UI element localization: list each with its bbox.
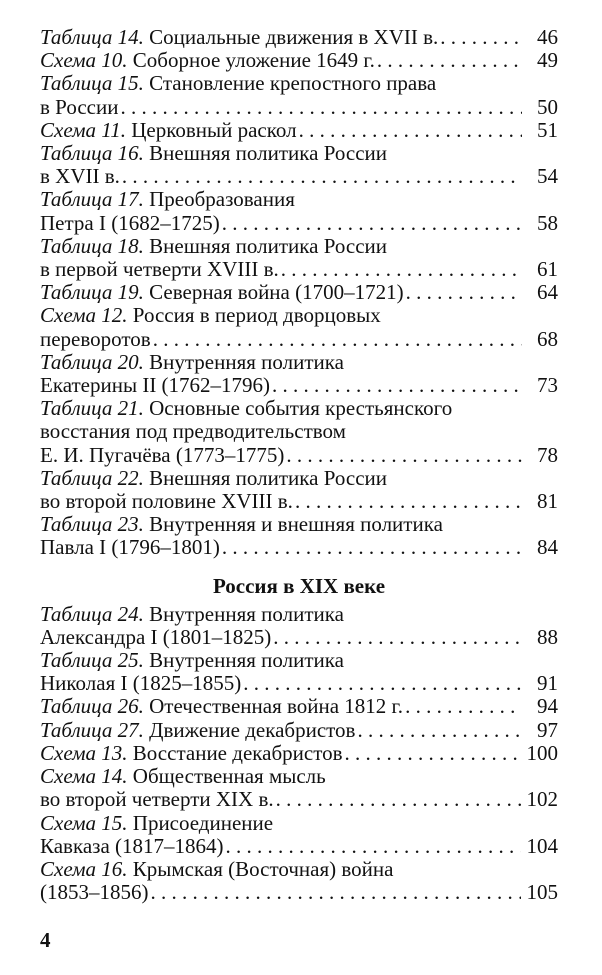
- toc-entry-label: Схема 16.: [40, 856, 128, 881]
- dot-leader: [286, 444, 522, 467]
- toc-entry-label: Схема 15.: [40, 810, 128, 835]
- toc-entry-label: Таблица 23.: [40, 512, 144, 537]
- toc-entry-title: восстания под предводительством: [40, 419, 346, 444]
- toc-entry-label: Таблица 26.: [40, 694, 144, 719]
- toc-entry[interactable]: [40, 119, 558, 142]
- toc-entry-title: Внешняя политика России: [143, 141, 388, 166]
- toc-page-number: 97: [537, 717, 558, 742]
- toc-entry-label: Таблица 25.: [40, 648, 144, 673]
- dot-leader: [243, 672, 522, 695]
- toc-entry-line: [40, 649, 558, 672]
- toc-entry-text: [40, 835, 224, 858]
- toc-entry-text: [40, 235, 387, 258]
- toc-entry-text: [40, 444, 284, 467]
- toc-entry-title: Отечественная война 1812 г.: [143, 694, 404, 719]
- toc-entry-line: [40, 165, 558, 188]
- dot-leader: [276, 788, 521, 811]
- toc-entry-title: Церковный раскол: [125, 117, 297, 142]
- toc-entry-line: [40, 513, 558, 536]
- toc-entry-text: [40, 513, 443, 536]
- toc-entry-title: (1853–1856): [40, 880, 149, 905]
- page-number: 4: [40, 928, 51, 952]
- toc-entry-line: [40, 467, 558, 490]
- toc-entry-text: [40, 26, 438, 49]
- toc-entry-text: [40, 374, 270, 397]
- toc-entry[interactable]: [40, 858, 558, 904]
- dot-leader: [120, 96, 522, 119]
- toc-entry-line: [40, 258, 558, 281]
- toc-entry-title: Внутренняя и внешняя политика: [143, 512, 443, 537]
- toc-entry-line: [40, 444, 558, 467]
- toc-entry[interactable]: [40, 142, 558, 188]
- toc-entry-title: Е. И. Пугачёва (1773–1775): [40, 442, 285, 467]
- toc-entry-text: [40, 672, 241, 695]
- toc-page-number: 50: [537, 94, 558, 119]
- toc-entry-line: [40, 765, 558, 788]
- toc-entry-line: [40, 788, 558, 811]
- toc-entry-title: Екатерины II (1762–1796): [40, 373, 271, 398]
- toc-entry-line: [40, 26, 558, 49]
- toc-entry-line: [40, 603, 558, 626]
- toc-page-number: 54: [537, 164, 558, 189]
- toc-entry[interactable]: [40, 695, 558, 718]
- toc-entry-text: [40, 742, 343, 765]
- toc-page-number: 94: [537, 694, 558, 719]
- toc-entry-label: Таблица 14.: [40, 25, 144, 49]
- toc-entry[interactable]: [40, 397, 558, 467]
- toc-entry-title: Александра I (1801–1825): [40, 624, 272, 649]
- dot-leader: [122, 165, 522, 188]
- toc-entry-label: Таблица 21.: [40, 396, 144, 421]
- toc-entry-line: [40, 188, 558, 211]
- toc-page-number: 84: [537, 535, 558, 560]
- toc-entry-title: Внешняя политика России: [143, 233, 388, 258]
- toc-entry-label: Таблица 16.: [40, 141, 144, 166]
- dot-leader: [153, 328, 522, 351]
- toc-entry[interactable]: [40, 513, 558, 559]
- toc-entry-title: Внутренняя политика: [143, 349, 344, 374]
- toc-entry-label: Таблица 15.: [40, 71, 144, 96]
- toc-entry[interactable]: [40, 742, 558, 765]
- toc-entry-line: [40, 719, 558, 742]
- toc-entry[interactable]: [40, 49, 558, 72]
- toc-entry[interactable]: [40, 765, 558, 811]
- toc-entry-line: [40, 536, 558, 559]
- toc-entry-title: Общественная мысль: [127, 764, 326, 789]
- toc-entry[interactable]: [40, 304, 558, 350]
- toc-entry-label: Схема 10.: [40, 48, 128, 73]
- toc-entry-label: Таблица 18.: [40, 233, 144, 258]
- toc-section-18th-century: [40, 26, 558, 560]
- toc-entry-label: Таблица 17.: [40, 187, 144, 212]
- toc-entry-line: [40, 626, 558, 649]
- toc-page-number: 100: [526, 740, 558, 765]
- toc-page-number: 61: [537, 257, 558, 282]
- toc-entry-title: Присоединение: [127, 810, 274, 835]
- toc-entry-title: Движение декабристов: [143, 717, 356, 742]
- toc-entry-line: [40, 49, 558, 72]
- toc-entry-label: Таблица 19.: [40, 280, 144, 305]
- toc-entry-title: Внутренняя политика: [143, 648, 344, 673]
- toc-entry[interactable]: [40, 235, 558, 281]
- toc-section-19th-century: [40, 603, 558, 905]
- toc-entry-title: во второй половине XVIII в.: [40, 489, 293, 514]
- toc-entry-line: [40, 96, 558, 119]
- toc-entry-title: Внешняя политика России: [143, 465, 388, 490]
- toc-entry-label: Схема 13.: [40, 740, 128, 765]
- dot-leader: [222, 536, 522, 559]
- toc-entry-text: [40, 165, 120, 188]
- toc-entry-text: [40, 142, 387, 165]
- toc-entry-text: [40, 351, 344, 374]
- toc-page-number: 51: [537, 117, 558, 142]
- dot-leader: [151, 881, 521, 904]
- toc-entry-text: [40, 881, 149, 904]
- toc-entry-text: [40, 420, 346, 443]
- toc-page-number: 104: [526, 833, 558, 858]
- dot-leader: [299, 119, 522, 142]
- dot-leader: [357, 719, 522, 742]
- toc-entry-title: Петра I (1682–1725): [40, 210, 220, 235]
- toc-entry-label: Схема 11.: [40, 117, 126, 142]
- toc-page-number: 78: [537, 442, 558, 467]
- toc-page-number: 58: [537, 210, 558, 235]
- toc-entry-title: Соборное уложение 1649 г.: [127, 48, 375, 73]
- toc-entry-text: [40, 719, 355, 742]
- toc-page-number: 68: [537, 326, 558, 351]
- toc-entry[interactable]: [40, 812, 558, 858]
- section-heading: Россия в XIX веке: [212, 573, 386, 598]
- toc-entry-title: Кавказа (1817–1864): [40, 833, 224, 858]
- toc-entry-line: [40, 812, 558, 835]
- toc-entry-text: [40, 765, 326, 788]
- toc-entry-text: [40, 490, 293, 513]
- dot-leader: [272, 374, 522, 397]
- dot-leader: [222, 212, 522, 235]
- toc-entry[interactable]: [40, 188, 558, 234]
- dot-leader: [440, 26, 522, 49]
- toc-entry-line: [40, 142, 558, 165]
- dot-leader: [273, 626, 522, 649]
- dot-leader: [406, 281, 522, 304]
- toc-page-number: 102: [526, 787, 558, 812]
- toc-page-number: 105: [526, 880, 558, 905]
- toc-entry-text: [40, 72, 436, 95]
- toc-entry-line: [40, 374, 558, 397]
- toc-entry-text: [40, 96, 118, 119]
- toc-entry-line: [40, 351, 558, 374]
- toc-page-number: 81: [537, 489, 558, 514]
- toc-entry-text: [40, 304, 381, 327]
- toc-page-number: 64: [537, 280, 558, 305]
- toc-entry-title: Восстание декабристов: [127, 740, 343, 765]
- dot-leader: [345, 742, 521, 765]
- toc-entry-title: в первой четверти XVIII в.: [40, 257, 279, 282]
- dot-leader: [377, 49, 522, 72]
- toc-entry-text: [40, 788, 274, 811]
- toc-entry-title: Внутренняя политика: [143, 601, 344, 626]
- toc-entry-text: [40, 212, 220, 235]
- toc-entry-title: Социальные движения в XVII в.: [143, 25, 439, 49]
- toc-entry[interactable]: [40, 649, 558, 695]
- toc-entry-line: [40, 881, 558, 904]
- toc-entry-text: [40, 188, 295, 211]
- toc-page-number: 73: [537, 373, 558, 398]
- toc-page-number: 91: [537, 671, 558, 696]
- toc-page-number: 88: [537, 624, 558, 649]
- toc-entry-label: Таблица 24.: [40, 601, 144, 626]
- toc-entry-text: [40, 626, 271, 649]
- toc-entry-line: [40, 119, 558, 142]
- toc-entry-text: [40, 258, 279, 281]
- toc-entry-text: [40, 649, 344, 672]
- toc-entry-text: [40, 467, 387, 490]
- toc-entry[interactable]: [40, 603, 558, 649]
- toc-entry-label: Таблица 20.: [40, 349, 144, 374]
- dot-leader: [281, 258, 522, 281]
- toc-entry-line: [40, 672, 558, 695]
- dot-leader: [226, 835, 521, 858]
- dot-leader: [405, 695, 522, 718]
- toc-entry-title: в XVII в.: [40, 164, 120, 189]
- toc-entry-text: [40, 812, 273, 835]
- toc-entry[interactable]: [40, 281, 558, 304]
- toc-entry-title: Становление крепостного права: [143, 71, 437, 96]
- toc-page-number: 46: [537, 25, 558, 49]
- dot-leader: [295, 490, 522, 513]
- toc-entry[interactable]: [40, 72, 558, 118]
- toc-entry-text: [40, 119, 297, 142]
- toc-entry[interactable]: [40, 351, 558, 397]
- toc-entry[interactable]: [40, 26, 558, 49]
- toc-entry-line: [40, 397, 558, 420]
- toc-entry-title: Россия в период дворцовых: [127, 303, 381, 328]
- toc-entry-title: Павла I (1796–1801): [40, 535, 220, 560]
- toc-entry-label: Таблица 27.: [40, 717, 144, 742]
- toc-entry-text: [40, 695, 403, 718]
- toc-entry-title: во второй четверти XIX в.: [40, 787, 274, 812]
- toc-entry-text: [40, 536, 220, 559]
- toc-entry-line: [40, 72, 558, 95]
- toc-entry-line: [40, 235, 558, 258]
- toc-entry-line: [40, 328, 558, 351]
- toc-entry-line: [40, 835, 558, 858]
- toc-entry-title: Основные события крестьянского: [143, 396, 453, 421]
- toc-entry-title: Преобразования: [143, 187, 295, 212]
- toc-entry-label: Таблица 22.: [40, 465, 144, 490]
- toc-entry-text: [40, 858, 393, 881]
- toc-entry[interactable]: [40, 467, 558, 513]
- toc-entry[interactable]: [40, 719, 558, 742]
- toc-entry-label: Схема 14.: [40, 764, 128, 789]
- toc-entry-line: [40, 304, 558, 327]
- toc-entry-title: в России: [40, 94, 119, 119]
- toc-page-number: 49: [537, 48, 558, 73]
- toc-entry-title: Крымская (Восточная) война: [127, 856, 394, 881]
- toc-entry-text: [40, 49, 375, 72]
- toc-entry-title: Северная война (1700–1721): [143, 280, 404, 305]
- toc-entry-text: [40, 281, 404, 304]
- toc-entry-title: переворотов: [40, 326, 151, 351]
- toc-entry-title: Николая I (1825–1855): [40, 671, 242, 696]
- toc-entry-label: Схема 12.: [40, 303, 128, 328]
- toc-entry-text: [40, 328, 151, 351]
- toc-entry-text: [40, 603, 344, 626]
- table-of-contents: [40, 26, 558, 904]
- toc-entry-line: [40, 420, 558, 443]
- toc-entry-line: [40, 281, 558, 304]
- toc-entry-line: [40, 742, 558, 765]
- toc-entry-line: [40, 858, 558, 881]
- toc-entry-line: [40, 490, 558, 513]
- toc-entry-line: [40, 212, 558, 235]
- toc-entry-text: [40, 397, 452, 420]
- toc-entry-line: [40, 695, 558, 718]
